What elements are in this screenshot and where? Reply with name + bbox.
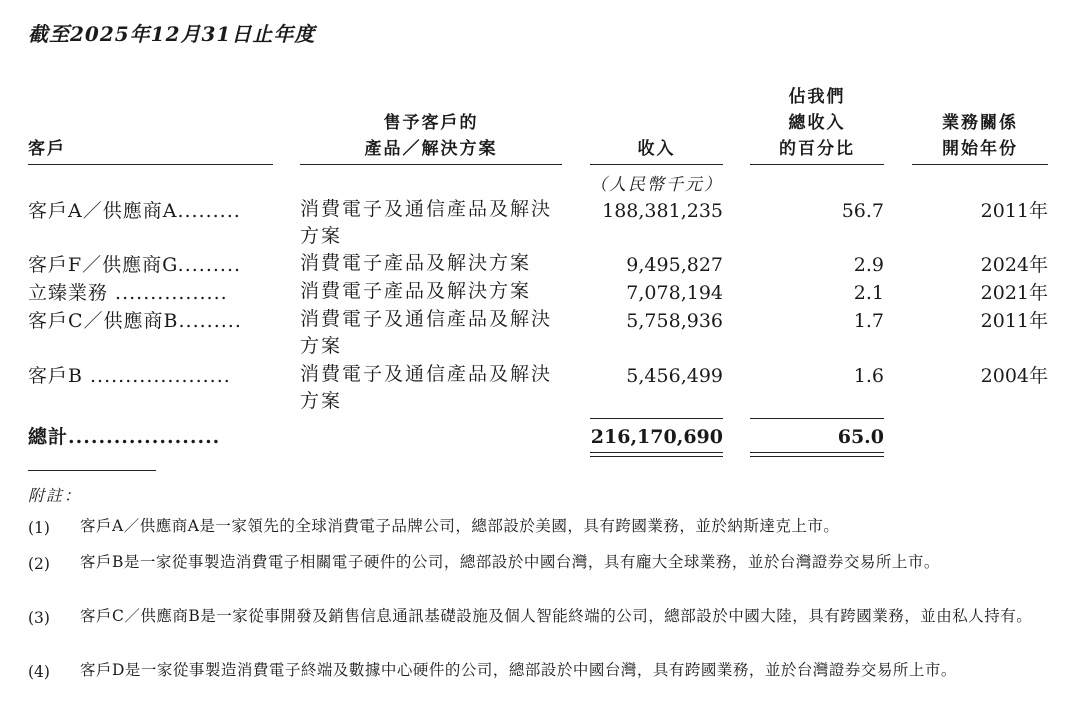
year-value: 2011年 (980, 310, 1048, 332)
year-value: 2011年 (980, 200, 1048, 222)
footnote-text: 客戶D是一家從事製造消費電子終端及數據中心硬件的公司，總部設於中國台灣，具有跨國業務，並於台灣證券交易所上市。 (80, 661, 957, 679)
year-value: 2021年 (980, 282, 1048, 304)
footnote-text: 客戶C／供應商B是一家從事開發及銷售信息通訊基礎設施及個人智能終端的公司，總部設於中國大陸，具有跨國業務，並由私人持有。 (80, 607, 1033, 625)
header-rule-customer (28, 164, 273, 165)
total-double-rule-revenue (590, 452, 723, 457)
product-desc: 消費電子產品及解決方案 (300, 252, 532, 274)
customer-name: 客戶C／供應商B......... (28, 310, 242, 332)
header-rule-product (300, 164, 562, 165)
header-rule-revenue (590, 164, 723, 165)
header-revenue: 收入 (637, 139, 676, 159)
pct-value: 1.7 (853, 310, 884, 332)
revenue-value: 5,456,499 (626, 365, 723, 387)
revenue-value: 9,495,827 (626, 254, 723, 276)
product-desc: 消費電子產品及解決方案 (300, 280, 532, 302)
customer-name: 客戶F／供應商G......... (28, 254, 242, 276)
total-pct: 65.0 (837, 426, 884, 448)
footnote-number: (3) (28, 609, 50, 627)
footnote-separator (28, 470, 156, 471)
header-pct (750, 84, 884, 162)
footnote-number: (4) (28, 663, 50, 681)
revenue-value: 5,758,936 (626, 310, 723, 332)
header-rule-pct (750, 164, 884, 165)
header-product-line2: 產品／解決方案 (364, 139, 498, 159)
customer-name: 客戶B .................... (28, 365, 231, 387)
revenue-value: 7,078,194 (626, 282, 723, 304)
header-pct-line1: 佔我們 (788, 87, 846, 107)
header-customer: 客戶 (28, 139, 66, 159)
year-value: 2024年 (980, 254, 1048, 276)
footnote-number: (1) (28, 519, 50, 537)
pct-value: 56.7 (841, 200, 884, 222)
product-desc: 消費電子及通信產品及解決方案 (300, 308, 553, 357)
pct-value: 2.1 (853, 282, 884, 304)
total-label: 總計.................... (28, 426, 221, 448)
product-desc: 消費電子及通信產品及解決方案 (300, 198, 553, 247)
revenue-value: 188,381,235 (602, 200, 723, 222)
pct-value: 2.9 (853, 254, 884, 276)
pct-value: 1.6 (853, 365, 884, 387)
customer-name: 立臻業務 ................ (28, 282, 228, 304)
header-product (300, 110, 562, 162)
footnote-text: 客戶A／供應商A是一家領先的全球消費電子品牌公司，總部設於美國，具有跨國業務，並於納斯達克上市。 (80, 517, 840, 535)
header-product-line1: 售予客戶的 (383, 113, 479, 133)
footnote-text: 客戶B是一家從事製造消費電子相關電子硬件的公司，總部設於中國台灣，具有龐大全球業務，並於台灣證券交易所上市。 (80, 553, 940, 571)
header-year (912, 110, 1048, 162)
header-pct-line2: 總收入 (788, 113, 846, 133)
footnote-number: (2) (28, 555, 50, 573)
product-desc: 消費電子及通信產品及解決方案 (300, 363, 553, 412)
unit-label: （人民幣千元） (590, 175, 723, 195)
table-title: 截至2025年12月31日止年度 (28, 22, 316, 46)
total-rule-revenue (590, 418, 723, 419)
total-double-rule-pct (750, 452, 884, 457)
header-rule-year (912, 164, 1048, 165)
header-year-line2: 開始年份 (942, 139, 1018, 159)
year-value: 2004年 (980, 365, 1048, 387)
header-year-line1: 業務關係 (942, 113, 1018, 133)
header-pct-line3: 的百分比 (779, 139, 855, 159)
total-rule-pct (750, 418, 884, 419)
notes-label: 附註： (28, 486, 83, 505)
customer-name: 客戶A／供應商A......... (28, 200, 241, 222)
total-revenue: 216,170,690 (590, 426, 723, 448)
